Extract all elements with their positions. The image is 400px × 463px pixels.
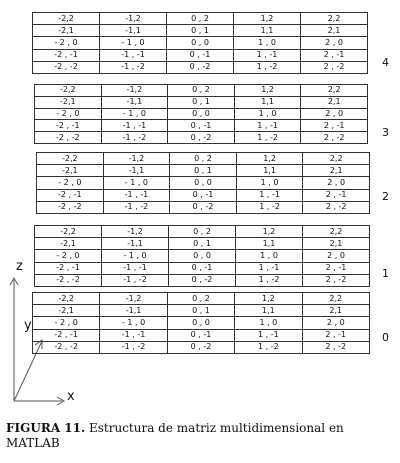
table-cell: 0 , -1 — [168, 120, 235, 132]
table-cell: - 2 , 0 — [35, 108, 102, 120]
table-cell: 2,1 — [301, 25, 368, 37]
table-row — [35, 274, 370, 286]
table-cell: 2 , 0 — [303, 177, 370, 189]
table-cell: 2,1 — [301, 96, 368, 108]
table-cell: -1,2 — [101, 85, 168, 97]
table-cell: 2,2 — [302, 293, 369, 305]
table-cell: 1 , 0 — [236, 250, 303, 262]
layer-number-3: 3 — [382, 126, 389, 139]
layer-number-2: 2 — [382, 190, 389, 203]
table-cell: -1,2 — [102, 226, 169, 238]
table-cell: - 2 , 0 — [33, 37, 100, 49]
matrix-table — [32, 292, 370, 354]
table-row — [33, 293, 370, 305]
table-cell: 0 , -2 — [168, 132, 235, 144]
table-cell: 2,2 — [301, 85, 368, 97]
table-row — [33, 49, 368, 61]
table-cell: 0 , 2 — [170, 153, 237, 165]
table-cell: 1,2 — [234, 13, 301, 25]
table-cell: 0 , 1 — [167, 25, 234, 37]
table-cell: 0 , 1 — [170, 165, 237, 177]
table-cell: 0 , -2 — [167, 61, 234, 73]
table-cell: 0 , 0 — [168, 108, 235, 120]
table-cell: 2 , 0 — [301, 108, 368, 120]
layer-number-0: 0 — [382, 331, 389, 344]
table-cell: 2,2 — [303, 226, 370, 238]
table-cell: 2 , -1 — [303, 189, 370, 201]
table-row — [33, 341, 370, 353]
table-cell: 1 , -1 — [236, 262, 303, 274]
table-cell: 0 , 0 — [169, 250, 236, 262]
table-cell: 0 , -1 — [167, 329, 234, 341]
table-cell: -1,1 — [103, 165, 170, 177]
caption-text: Estructura de matriz multidimensional en MATLAB — [6, 421, 344, 450]
table-cell: 2,2 — [301, 13, 368, 25]
table-cell: -2 , -1 — [33, 49, 100, 61]
table-cell: 1 , -1 — [236, 189, 303, 201]
table-cell: -1 , -2 — [101, 132, 168, 144]
table-cell: 1 , -2 — [235, 341, 302, 353]
table-cell: 0 , 0 — [170, 177, 237, 189]
table-cell: 1,2 — [236, 153, 303, 165]
table-cell: -1 , -2 — [103, 201, 170, 213]
table-cell: -1,2 — [100, 13, 167, 25]
table-cell: -2 , -1 — [33, 329, 100, 341]
table-row — [37, 165, 370, 177]
table-cell: 2 , -2 — [303, 201, 370, 213]
figure-caption — [6, 421, 394, 451]
table-cell: - 1 , 0 — [102, 250, 169, 262]
table-row — [35, 238, 370, 250]
table-row — [33, 61, 368, 73]
table-cell: 2,2 — [303, 153, 370, 165]
table-cell: 1 , -2 — [234, 132, 301, 144]
table-cell: 0 , 1 — [168, 96, 235, 108]
table-cell: 0 , 0 — [167, 37, 234, 49]
matrix-table — [36, 152, 370, 214]
table-cell: -1,2 — [103, 153, 170, 165]
table-cell: 1,1 — [236, 238, 303, 250]
table-cell: - 1 , 0 — [101, 108, 168, 120]
table-cell: 2 , -2 — [302, 341, 369, 353]
table-row — [35, 96, 368, 108]
table-cell: -2,2 — [35, 226, 102, 238]
table-cell: 0 , 1 — [169, 238, 236, 250]
table-cell: -2 , -1 — [35, 262, 102, 274]
table-cell: -2 , -2 — [35, 132, 102, 144]
table-row — [33, 37, 368, 49]
table-cell: 1,1 — [236, 165, 303, 177]
table-cell: - 1 , 0 — [100, 317, 167, 329]
table-cell: -1 , -2 — [100, 341, 167, 353]
table-cell: -1,1 — [100, 305, 167, 317]
table-cell: 1,1 — [234, 96, 301, 108]
table-cell: 1,2 — [236, 226, 303, 238]
table-cell: 1,2 — [235, 293, 302, 305]
table-cell: -1 , -1 — [103, 189, 170, 201]
table-cell: -2,2 — [37, 153, 104, 165]
table-cell: -2,1 — [35, 238, 102, 250]
table-cell: 2 , -2 — [301, 61, 368, 73]
table-cell: -2 , -2 — [35, 274, 102, 286]
table-row — [37, 201, 370, 213]
table-cell: 0 , 2 — [169, 226, 236, 238]
table-cell: -2,1 — [33, 25, 100, 37]
table-cell: -2,1 — [33, 305, 100, 317]
table-cell: -1 , -2 — [100, 61, 167, 73]
table-cell: 1 , 0 — [235, 317, 302, 329]
layer-number-4: 4 — [382, 56, 389, 69]
table-row — [35, 120, 368, 132]
table-row — [35, 262, 370, 274]
table-row — [35, 132, 368, 144]
matrix-table — [34, 84, 368, 144]
table-row — [37, 177, 370, 189]
table-row — [35, 226, 370, 238]
table-row — [37, 153, 370, 165]
table-cell: 2 , -1 — [301, 49, 368, 61]
table-row — [33, 13, 368, 25]
table-cell: 0 , -1 — [170, 189, 237, 201]
matrix-layer-3 — [34, 84, 368, 144]
table-cell: 1 , -2 — [236, 274, 303, 286]
table-cell: -1,1 — [102, 238, 169, 250]
table-row — [35, 85, 368, 97]
table-cell: 2 , -2 — [303, 274, 370, 286]
table-cell: -2 , -1 — [37, 189, 104, 201]
table-row — [37, 189, 370, 201]
table-cell: -1,1 — [100, 25, 167, 37]
table-cell: 2 , -1 — [302, 329, 369, 341]
table-row — [33, 25, 368, 37]
table-cell: -1 , -1 — [100, 49, 167, 61]
table-cell: -2,1 — [35, 96, 102, 108]
table-cell: 2 , -1 — [301, 120, 368, 132]
table-cell: - 2 , 0 — [37, 177, 104, 189]
table-cell: -1 , -2 — [102, 274, 169, 286]
table-cell: 0 , 2 — [167, 13, 234, 25]
table-cell: 0 , -2 — [167, 341, 234, 353]
table-cell: -2 , -2 — [33, 61, 100, 73]
table-cell: -2 , -2 — [33, 341, 100, 353]
matrix-layer-0 — [32, 292, 370, 354]
table-cell: -2 , -2 — [37, 201, 104, 213]
table-cell: 0 , -2 — [170, 201, 237, 213]
table-cell: 1 , 0 — [236, 177, 303, 189]
table-row — [35, 108, 368, 120]
table-cell: -1,2 — [100, 293, 167, 305]
matrix-table — [34, 225, 370, 287]
table-cell: -1,1 — [101, 96, 168, 108]
matrix-layer-1 — [34, 225, 370, 287]
x-axis-label: x — [67, 389, 75, 404]
table-cell: -2,2 — [35, 85, 102, 97]
matrix-layer-2 — [36, 152, 370, 214]
table-cell: 1 , -2 — [236, 201, 303, 213]
table-cell: 2,1 — [303, 165, 370, 177]
table-cell: - 1 , 0 — [100, 37, 167, 49]
matrix-table — [32, 12, 368, 74]
table-cell: 1,1 — [235, 305, 302, 317]
table-cell: 2 , 0 — [301, 37, 368, 49]
table-cell: - 2 , 0 — [35, 250, 102, 262]
table-cell: 0 , -1 — [169, 262, 236, 274]
table-cell: 0 , 1 — [167, 305, 234, 317]
table-cell: 0 , 2 — [168, 85, 235, 97]
table-cell: 2,1 — [303, 238, 370, 250]
table-cell: 2 , 0 — [302, 317, 369, 329]
table-cell: 2 , 0 — [303, 250, 370, 262]
table-cell: - 2 , 0 — [33, 317, 100, 329]
table-cell: -2,2 — [33, 293, 100, 305]
table-row — [33, 305, 370, 317]
table-cell: 1 , -1 — [235, 329, 302, 341]
table-cell: 2 , -2 — [301, 132, 368, 144]
table-cell: 1 , 0 — [234, 37, 301, 49]
table-cell: 1 , 0 — [234, 108, 301, 120]
y-axis-label: y — [24, 318, 32, 333]
table-cell: 0 , -2 — [169, 274, 236, 286]
table-cell: -2 , -1 — [35, 120, 102, 132]
table-cell: 1 , -1 — [234, 49, 301, 61]
z-axis-label: z — [16, 259, 23, 274]
table-cell: 1 , -2 — [234, 61, 301, 73]
table-cell: -1 , -1 — [101, 120, 168, 132]
layer-number-1: 1 — [382, 267, 389, 280]
table-cell: - 1 , 0 — [103, 177, 170, 189]
table-cell: -1 , -1 — [100, 329, 167, 341]
table-cell: 2,1 — [302, 305, 369, 317]
table-cell: 0 , 2 — [167, 293, 234, 305]
table-cell: -2,2 — [33, 13, 100, 25]
matrix-layer-4 — [32, 12, 368, 74]
table-cell: 0 , -1 — [167, 49, 234, 61]
table-cell: 1,2 — [234, 85, 301, 97]
caption-label: FIGURA 11. — [6, 421, 86, 435]
table-row — [33, 317, 370, 329]
table-row — [35, 250, 370, 262]
table-cell: 1 , -1 — [234, 120, 301, 132]
table-cell: 0 , 0 — [167, 317, 234, 329]
table-cell: -1 , -1 — [102, 262, 169, 274]
table-cell: -2,1 — [37, 165, 104, 177]
table-cell: 1,1 — [234, 25, 301, 37]
table-cell: 2 , -1 — [303, 262, 370, 274]
table-row — [33, 329, 370, 341]
